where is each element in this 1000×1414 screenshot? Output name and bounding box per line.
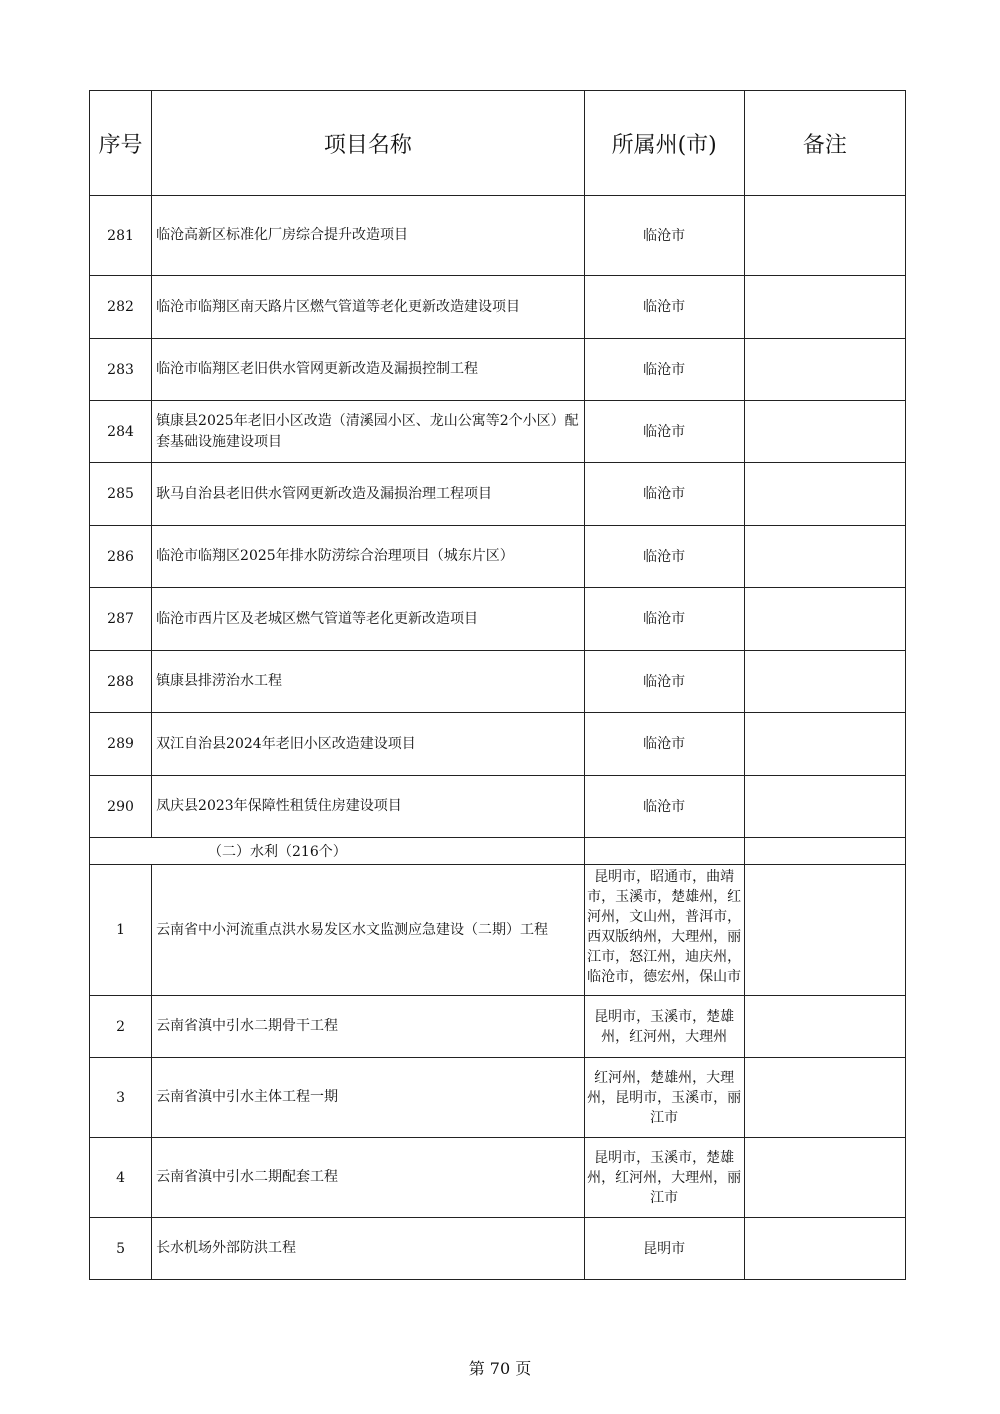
row-note xyxy=(744,865,905,996)
row-note xyxy=(744,588,905,651)
header-note: 备注 xyxy=(744,91,905,196)
row-note xyxy=(744,1138,905,1218)
row-no: 2 xyxy=(90,996,152,1058)
table-row xyxy=(90,865,906,996)
table-row xyxy=(90,651,906,713)
row-name: 临沧高新区标准化厂房综合提升改造项目 xyxy=(152,196,585,276)
row-note xyxy=(744,276,905,339)
table-row xyxy=(90,339,906,401)
page-number: 第 70 页 xyxy=(468,1359,532,1378)
row-region-text: 昆明市，昭通市，曲靖市，玉溪市，楚雄州，红河州，文山州，普洱市，西双版纳州，大理州，丽江市，怒江州，迪庆州，临沧市，德宏州，保山市 xyxy=(587,869,742,985)
table-row xyxy=(90,1138,906,1218)
row-region: 临沧市 xyxy=(584,401,744,463)
row-note xyxy=(744,401,905,463)
row-no: 285 xyxy=(90,463,152,526)
row-name: 耿马自治县老旧供水管网更新改造及漏损治理工程项目 xyxy=(152,463,585,526)
row-name: 镇康县2025年老旧小区改造（清溪园小区、龙山公寓等2个小区）配套基础设施建设项目 xyxy=(152,401,585,463)
row-region: 临沧市 xyxy=(584,276,744,339)
row-note xyxy=(744,1058,905,1138)
row-no: 283 xyxy=(90,339,152,401)
table-row xyxy=(90,401,906,463)
row-region xyxy=(584,865,744,996)
header-no: 序号 xyxy=(90,91,152,196)
row-note xyxy=(744,1218,905,1280)
row-region: 临沧市 xyxy=(584,776,744,838)
section-title: （二）水利（216个） xyxy=(90,838,585,865)
row-region: 临沧市 xyxy=(584,196,744,276)
row-region: 昆明市 xyxy=(584,1218,744,1280)
row-note xyxy=(744,339,905,401)
table-row xyxy=(90,1218,906,1280)
header-name: 项目名称 xyxy=(152,91,585,196)
row-no: 289 xyxy=(90,713,152,776)
row-region: 临沧市 xyxy=(584,713,744,776)
row-no: 4 xyxy=(90,1138,152,1218)
row-region: 昆明市，玉溪市，楚雄州，红河州，大理州 xyxy=(584,996,744,1058)
row-region: 临沧市 xyxy=(584,651,744,713)
table-row xyxy=(90,526,906,588)
row-name: 云南省滇中引水二期骨干工程 xyxy=(152,996,585,1058)
row-name: 凤庆县2023年保障性租赁住房建设项目 xyxy=(152,776,585,838)
row-note xyxy=(744,713,905,776)
row-name: 临沧市临翔区南天路片区燃气管道等老化更新改造建设项目 xyxy=(152,276,585,339)
row-region: 临沧市 xyxy=(584,526,744,588)
row-name: 云南省中小河流重点洪水易发区水文监测应急建设（二期）工程 xyxy=(152,865,585,996)
row-no: 284 xyxy=(90,401,152,463)
header-region: 所属州(市) xyxy=(584,91,744,196)
row-note xyxy=(744,651,905,713)
project-table xyxy=(89,90,906,1280)
row-name: 长水机场外部防洪工程 xyxy=(152,1218,585,1280)
table-row xyxy=(90,196,906,276)
table-row xyxy=(90,713,906,776)
row-region: 临沧市 xyxy=(584,588,744,651)
section-note-empty xyxy=(744,838,905,865)
row-no: 286 xyxy=(90,526,152,588)
row-name: 镇康县排涝治水工程 xyxy=(152,651,585,713)
row-name: 临沧市临翔区老旧供水管网更新改造及漏损控制工程 xyxy=(152,339,585,401)
table-row xyxy=(90,588,906,651)
row-note xyxy=(744,526,905,588)
row-note xyxy=(744,463,905,526)
row-name: 临沧市西片区及老城区燃气管道等老化更新改造项目 xyxy=(152,588,585,651)
row-no: 288 xyxy=(90,651,152,713)
table-row xyxy=(90,276,906,339)
row-note xyxy=(744,996,905,1058)
row-region: 临沧市 xyxy=(584,463,744,526)
table-row xyxy=(90,996,906,1058)
row-no: 3 xyxy=(90,1058,152,1138)
section-row xyxy=(90,838,906,865)
row-region: 临沧市 xyxy=(584,339,744,401)
row-name: 云南省滇中引水二期配套工程 xyxy=(152,1138,585,1218)
row-note xyxy=(744,776,905,838)
row-name: 云南省滇中引水主体工程一期 xyxy=(152,1058,585,1138)
row-no: 287 xyxy=(90,588,152,651)
table-row xyxy=(90,1058,906,1138)
row-name: 双江自治县2024年老旧小区改造建设项目 xyxy=(152,713,585,776)
row-region: 红河州，楚雄州，大理州，昆明市，玉溪市，丽江市 xyxy=(584,1058,744,1138)
row-no: 282 xyxy=(90,276,152,339)
row-no: 1 xyxy=(90,865,152,996)
row-note xyxy=(744,196,905,276)
row-name: 临沧市临翔区2025年排水防涝综合治理项目（城东片区） xyxy=(152,526,585,588)
row-no: 290 xyxy=(90,776,152,838)
row-no: 281 xyxy=(90,196,152,276)
section-region-empty xyxy=(584,838,744,865)
row-no: 5 xyxy=(90,1218,152,1280)
table-row xyxy=(90,776,906,838)
row-region: 昆明市，玉溪市，楚雄州，红河州，大理州，丽江市 xyxy=(584,1138,744,1218)
table-row xyxy=(90,463,906,526)
table-header-row xyxy=(90,91,906,196)
